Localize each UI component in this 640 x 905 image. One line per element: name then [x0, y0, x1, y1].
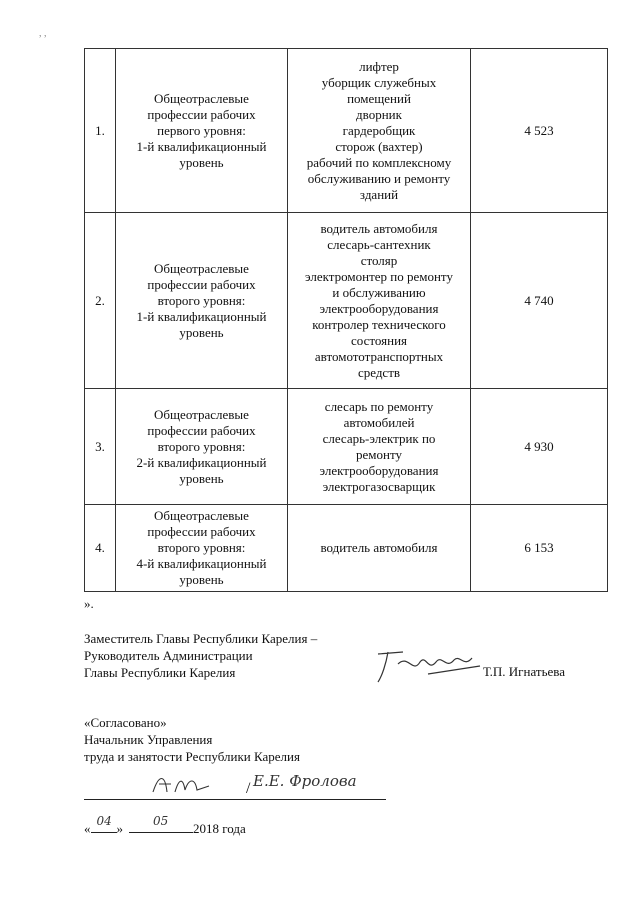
- date-close-quote: »: [116, 821, 123, 836]
- profession-line: автомототранспортных: [314, 348, 444, 364]
- qualification-group-line: второго уровня:: [157, 438, 246, 454]
- qualification-group: [116, 213, 288, 389]
- qualification-group-line: 2-й квалификационный: [136, 454, 267, 470]
- agreed-label: «Согласовано»: [84, 715, 167, 730]
- agreed-title-line2: труда и занятости Республики Карелия: [84, 749, 300, 764]
- row-number: 2.: [85, 213, 116, 389]
- agreed-title-line1: Начальник Управления: [84, 732, 213, 747]
- table-row: [85, 505, 608, 592]
- agreed-signature-line: [84, 798, 250, 800]
- qualification-group-line: Общеотраслевые: [154, 260, 249, 276]
- profession-line: водитель автомобиля: [320, 540, 438, 555]
- table-row: [85, 389, 608, 505]
- profession-line: уборщик служебных: [321, 74, 437, 90]
- profession-line: слесарь-сантехник: [327, 236, 431, 252]
- profession-line: слесарь-электрик по: [322, 430, 436, 446]
- qualification-group-line: профессии рабочих: [147, 524, 256, 539]
- signatory-block: [84, 630, 317, 681]
- qualification-group-line: первого уровня:: [157, 122, 246, 138]
- salary-value: 4 930: [471, 389, 608, 505]
- qualification-group-line: уровень: [179, 572, 224, 587]
- qualification-group-line: профессии рабочих: [147, 106, 256, 122]
- profession-line: контролер технического: [312, 316, 446, 332]
- qualification-group-line: уровень: [179, 470, 224, 486]
- qualification-group: [116, 49, 288, 213]
- row-number: 4.: [85, 505, 116, 592]
- date-day: 04: [96, 814, 112, 828]
- date-month: 05: [153, 814, 169, 828]
- professions-list: [288, 505, 471, 592]
- row-number: 3.: [85, 389, 116, 505]
- professions-list: [288, 213, 471, 389]
- agreed-slash: /: [246, 780, 251, 797]
- qualification-group-line: 1-й квалификационный: [136, 138, 267, 154]
- agreed-signature-scribble: [145, 770, 215, 800]
- profession-line: лифтер: [359, 58, 399, 74]
- professions-list: [288, 389, 471, 505]
- profession-line: дворник: [356, 106, 402, 122]
- date-line: [84, 814, 246, 837]
- signature-scribble: [368, 644, 488, 690]
- signatory-title-line1: Заместитель Главы Республики Карелия –: [84, 631, 318, 646]
- profession-line: и обслуживанию: [332, 284, 426, 300]
- row-number: 1.: [85, 49, 116, 213]
- date-day-field: [91, 814, 117, 833]
- profession-line: средств: [357, 364, 401, 380]
- profession-line: обслуживанию и ремонту: [307, 170, 451, 186]
- signatory-title-line3: Главы Республики Карелия: [84, 665, 236, 680]
- agreed-name-line: [250, 798, 386, 800]
- profession-line: электромонтер по ремонту: [305, 268, 453, 284]
- profession-line: автомобилей: [343, 414, 415, 430]
- signatory-name: Т.П. Игнатьева: [483, 664, 566, 679]
- agreed-block: [84, 714, 300, 765]
- closing-quote: ».: [84, 596, 94, 611]
- signatory-title-line2: Руководитель Администрации: [84, 648, 253, 663]
- salary-value: 4 523: [471, 49, 608, 213]
- professions-list: [288, 49, 471, 213]
- salary-value: 6 153: [471, 505, 608, 592]
- date-open-quote: «: [84, 821, 91, 836]
- stray-mark: , ,: [39, 28, 47, 39]
- table-row: [85, 213, 608, 389]
- profession-line: помещений: [347, 90, 411, 106]
- profession-line: электрооборудования: [319, 462, 439, 478]
- profession-line: водитель автомобиля: [320, 220, 438, 236]
- date-year: 2018 года: [193, 821, 246, 836]
- qualification-group-line: Общеотраслевые: [154, 90, 249, 106]
- qualification-group-line: Общеотраслевые: [154, 406, 249, 422]
- profession-line: гардеробщик: [342, 122, 416, 138]
- qualification-group-line: профессии рабочих: [147, 276, 256, 292]
- profession-line: зданий: [359, 186, 399, 202]
- qualification-group-line: уровень: [179, 154, 224, 170]
- table-row: [85, 49, 608, 213]
- profession-line: столяр: [360, 252, 398, 268]
- qualification-group-line: Общеотраслевые: [154, 508, 249, 523]
- salary-table: [84, 48, 608, 592]
- qualification-group: [116, 389, 288, 505]
- profession-line: состояния: [351, 332, 407, 348]
- profession-line: сторож (вахтер): [335, 138, 423, 154]
- qualification-group-line: профессии рабочих: [147, 422, 256, 438]
- qualification-group-line: второго уровня:: [157, 540, 246, 555]
- profession-line: электрогазосварщик: [322, 478, 436, 494]
- qualification-group-line: второго уровня:: [157, 292, 246, 308]
- qualification-group-line: 4-й квалификационный: [136, 556, 267, 571]
- profession-line: электрооборудования: [319, 300, 439, 316]
- profession-line: слесарь по ремонту: [324, 398, 434, 414]
- profession-line: рабочий по комплексному: [306, 154, 452, 170]
- salary-value: 4 740: [471, 213, 608, 389]
- qualification-group: [116, 505, 288, 592]
- profession-line: ремонту: [356, 446, 402, 462]
- agreed-handwritten-name: Е.Е. Фролова: [253, 772, 357, 790]
- qualification-group-line: 1-й квалификационный: [136, 308, 267, 324]
- date-month-field: [129, 814, 193, 833]
- qualification-group-line: уровень: [179, 324, 224, 340]
